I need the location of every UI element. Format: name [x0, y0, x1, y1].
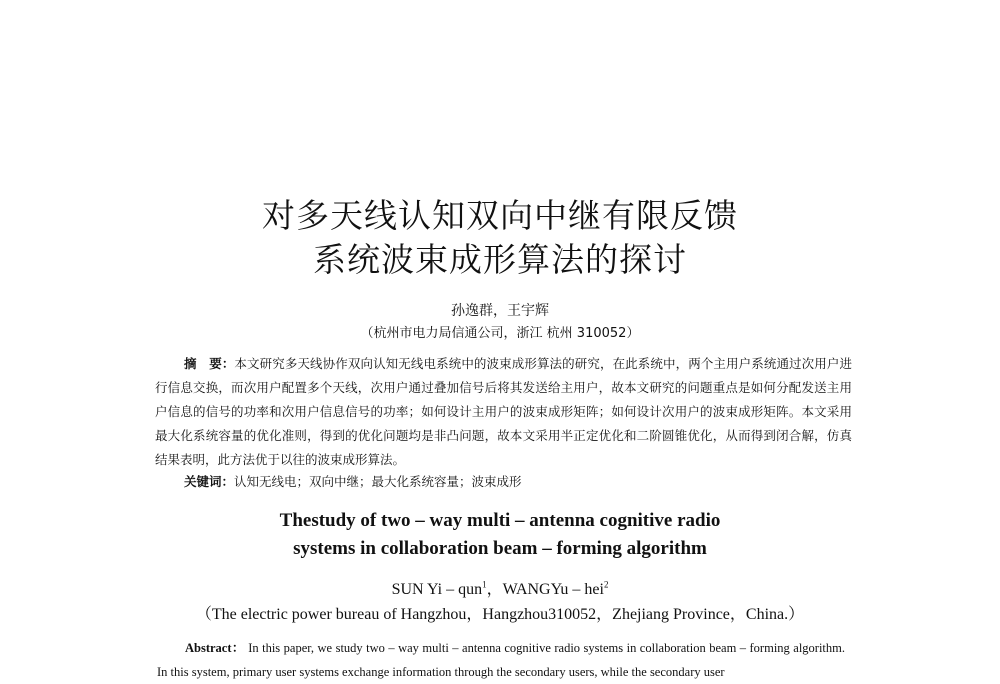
chinese-keywords [184, 472, 844, 490]
chinese-abstract-label: 摘 要： [184, 356, 235, 371]
chinese-keywords-label: 关键词： [184, 474, 235, 489]
author-separator: ， [486, 581, 503, 598]
chinese-title-line-2: 系统波束成形算法的探讨 [313, 240, 687, 279]
english-title-line-2: systems in collaboration beam – forming algorithm [293, 538, 707, 559]
chinese-title-line-1: 对多天线认知双向中继有限反馈 [262, 196, 738, 235]
chinese-affiliation: （杭州市电力局信通公司，浙江 杭州 310052） [360, 326, 640, 341]
english-author-1: SUN Yi – qun [391, 581, 483, 598]
chinese-keywords-text: 认知无线电；双向中继；最大化系统容量；波束成形 [234, 474, 522, 489]
english-author-1-sup: 1 [482, 579, 487, 590]
english-abstract-text: In this paper, we study two – way multi – antenna cognitive radio systems in collaboration beam – forming algorithm. In this system, primary user systems exchange information through the secondary users, while the secondary user [157, 641, 845, 679]
english-title-line-1: Thestudy of two – way multi – antenna cognitive radio [279, 510, 721, 531]
chinese-authors: 孙逸群，王宇辉 [451, 303, 549, 319]
chinese-abstract [155, 352, 852, 472]
english-authors [0, 576, 1000, 599]
english-author-2: WANGYu – hei [502, 581, 604, 598]
chinese-abstract-text: 本文研究多天线协作双向认知无线电系统中的波束成形算法的研究，在此系统中，两个主用户系统通过次用户进行信息交换，而次用户配置多个天线，次用户通过叠加信号后将其发送给主用户，故本文研究的问题重点是如何分配发送主用户信息的信号的功率和次用户信息信号的功率；如何设计主用户的波束成形矩阵；如何设计次用户的波束成形矩阵。本文采用最大化系统容量的优化准则，得到的优化问题均是非凸问题，故本文采用半正定优化和二阶圆锥优化，从而得到闭合解，仿真结果表明，此方法优于以往的波束成形算法。 [155, 356, 852, 467]
english-author-2-sup: 2 [603, 579, 609, 590]
english-affiliation: （The electric power bureau of Hangzhou，Hangzhou310052，Zhejiang Province，China.） [195, 606, 805, 623]
english-abstract-label: Abstract： [185, 641, 245, 655]
